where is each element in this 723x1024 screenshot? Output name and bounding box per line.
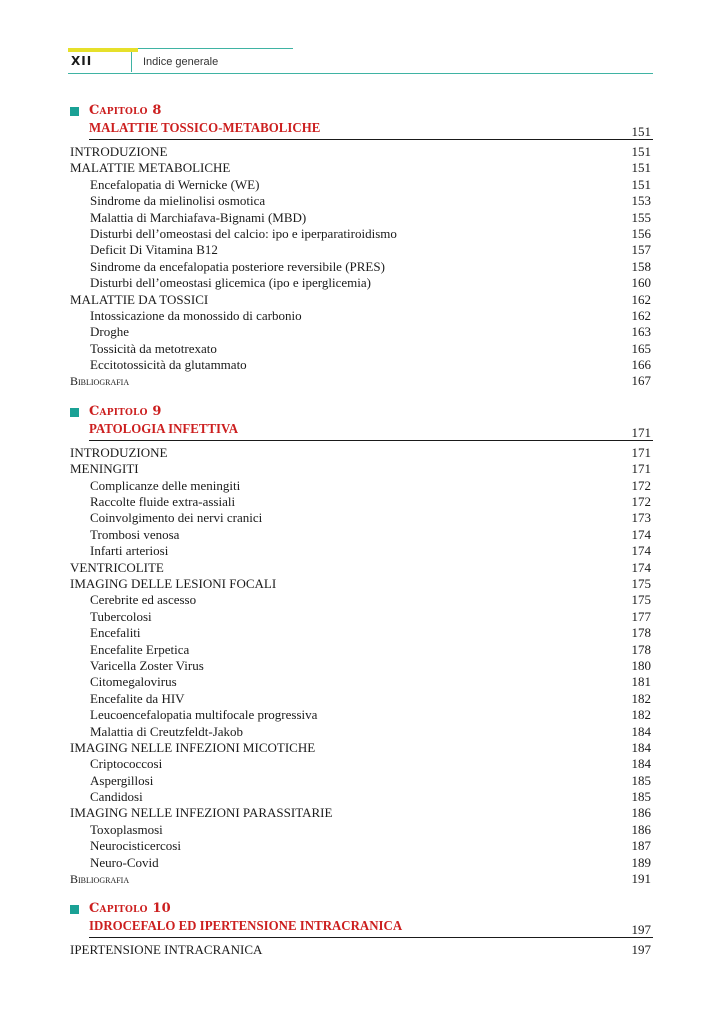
toc-subsection-entry[interactable] [68,543,653,559]
table-of-contents [68,103,653,959]
entry-title: Toxoplasmosi [90,821,163,837]
entry-page: 155 [631,209,651,225]
entry-title: Eccitotossicità da glutammato [90,357,247,373]
entry-title: MALATTIE METABOLICHE [70,160,231,176]
entry-title: Sindrome da encefalopatia posteriore reversibile (PRES) [90,258,385,274]
entry-title: Malattia di Marchiafava-Bignami (MBD) [90,209,307,225]
bibliography-entry[interactable] [68,373,653,389]
chapter-page: 171 [631,424,651,440]
running-title: Indice generale [143,56,219,68]
toc-subsection-entry[interactable] [68,527,653,543]
toc-subsection-entry[interactable] [68,756,653,772]
header-separator [131,52,132,72]
toc-subsection-entry[interactable] [68,177,653,193]
entry-page: 158 [631,258,651,274]
entry-page: 166 [631,357,651,373]
entry-page: 151 [631,176,651,192]
entry-title: MALATTIE DA TOSSICI [70,291,209,307]
entry-title: Citomegalovirus [90,674,177,690]
entry-title: Encefaliti [90,625,141,641]
entry-title: Malattia di Creutzfeldt-Jakob [90,723,244,739]
toc-subsection-entry[interactable] [68,324,653,340]
entry-title: Aspergillosi [90,772,154,788]
entry-title: IMAGING NELLE INFEZIONI MICOTICHE [70,739,316,755]
entry-title: MENINGITI [70,461,139,477]
entry-title: IMAGING NELLE INFEZIONI PARASSITARIE [70,805,333,821]
entry-title: Cerebrite ed ascesso [90,592,197,608]
entry-page: 180 [631,657,651,673]
toc-subsection-entry[interactable] [68,707,653,723]
chapter-label: Capitolo 10 [89,901,171,917]
entry-page: 174 [631,526,651,542]
entry-title: Bibliografia [70,872,130,887]
toc-subsection-entry[interactable] [68,275,653,291]
toc-subsection-entry[interactable] [68,259,653,275]
entry-page: 162 [631,291,651,307]
toc-subsection-entry[interactable] [68,773,653,789]
entry-page: 185 [631,772,651,788]
header-rule [68,73,653,74]
entry-page: 178 [631,641,651,657]
entry-title: Complicanze delle meningiti [90,477,241,493]
toc-subsection-entry[interactable] [68,226,653,242]
chapter-title-row[interactable] [68,120,653,140]
entry-title: Infarti arteriosi [90,543,169,559]
entry-page: 173 [631,510,651,526]
chapter-spacer [68,887,653,901]
entry-title: Raccolte fluide extra-assiali [90,494,236,510]
toc-section-entry[interactable] [68,445,653,461]
entry-page: 160 [631,275,651,291]
chapter-label-row [68,901,653,918]
entry-title: Leucoencefalopatia multifocale progressiva [90,707,318,723]
header-accent-bar [68,48,138,52]
entry-page: 184 [631,756,651,772]
entry-title: VENTRICOLITE [70,559,164,575]
entry-title: Neuro-Covid [90,854,159,870]
entry-page: 178 [631,625,651,641]
toc-subsection-entry[interactable] [68,478,653,494]
toc-section-entry[interactable] [68,942,653,958]
chapter-square-icon [70,107,79,116]
page-number: XII [71,54,93,68]
toc-subsection-entry[interactable] [68,609,653,625]
chapter-title-row[interactable] [68,918,653,938]
toc-subsection-entry[interactable] [68,242,653,258]
toc-subsection-entry[interactable] [68,510,653,526]
entry-title: Coinvolgimento dei nervi cranici [90,510,263,526]
chapter-title-rule [89,139,653,140]
toc-subsection-entry[interactable] [68,494,653,510]
toc-subsection-entry[interactable] [68,822,653,838]
entry-page: 191 [631,871,651,887]
entry-title: IMAGING DELLE LESIONI FOCALI [70,575,277,591]
toc-section-entry[interactable] [68,292,653,308]
entry-page: 186 [631,805,651,821]
entry-title: Tubercolosi [90,608,152,624]
entry-page: 186 [631,821,651,837]
chapter-page: 151 [631,124,651,139]
toc-section-entry[interactable] [68,740,653,756]
toc-subsection-entry[interactable] [68,724,653,740]
chapter-title-rule [89,937,653,938]
chapter-page: 197 [631,922,651,938]
entry-page: 156 [631,225,651,241]
header-top-rule [138,48,293,49]
toc-subsection-entry[interactable] [68,592,653,608]
toc-subsection-entry[interactable] [68,691,653,707]
toc-section-entry[interactable] [68,560,653,576]
toc-subsection-entry[interactable] [68,193,653,209]
chapter-title: PATOLOGIA INFETTIVA [89,421,238,437]
entry-page: 189 [631,854,651,870]
entry-page: 165 [631,340,651,356]
toc-section-entry[interactable] [68,160,653,176]
entry-page: 182 [631,690,651,706]
chapter-label: Capitolo 8 [89,103,162,118]
entry-page: 172 [631,477,651,493]
toc-section-entry[interactable] [68,805,653,821]
entry-title: Criptococcosi [90,756,163,772]
entry-title: Neurocisticercosi [90,838,181,854]
entry-page: 167 [631,373,651,389]
chapter-square-icon [70,408,79,417]
entry-title: Encefalite da HIV [90,690,185,706]
entry-page: 177 [631,608,651,624]
entry-title: Encefalite Erpetica [90,641,190,657]
chapter-section [68,103,653,390]
entry-page: 174 [631,559,651,575]
toc-subsection-entry[interactable] [68,674,653,690]
entry-page: 184 [631,723,651,739]
toc-subsection-entry[interactable] [68,789,653,805]
entry-page: 175 [631,592,651,608]
chapter-title: IDROCEFALO ED IPERTENSIONE INTRACRANICA [89,919,403,935]
chapter-label-row [68,404,653,421]
entry-title: Encefalopatia di Wernicke (WE) [90,176,260,192]
entry-title: Candidosi [90,789,143,805]
chapter-section [68,901,653,958]
entry-title: Disturbi dell’omeostasi glicemica (ipo e iperglicemia) [90,275,371,291]
entry-title: IPERTENSIONE INTRACRANICA [70,942,263,958]
entry-page: 174 [631,543,651,559]
entry-page: 151 [631,144,651,159]
entry-page: 182 [631,707,651,723]
toc-subsection-entry[interactable] [68,658,653,674]
entry-title: Droghe [90,324,129,340]
entry-page: 175 [631,575,651,591]
chapter-title-rule [89,440,653,441]
chapter-title: MALATTIE TOSSICO-METABOLICHE [89,121,321,136]
toc-section-entry[interactable] [68,144,653,160]
toc-subsection-entry[interactable] [68,357,653,373]
entry-page: 185 [631,789,651,805]
entry-title: INTRODUZIONE [70,444,168,460]
entry-page: 171 [631,461,651,477]
chapter-label-row [68,103,653,120]
entry-page: 184 [631,739,651,755]
chapter-square-icon [70,905,79,914]
entry-title: Tossicità da metotrexato [90,340,217,356]
entry-title: Sindrome da mielinolisi osmotica [90,193,266,209]
chapter-title-row[interactable] [68,421,653,441]
entry-page: 181 [631,674,651,690]
entry-title: Intossicazione da monossido di carbonio [90,307,302,323]
entry-page: 172 [631,494,651,510]
entry-page: 197 [631,942,651,958]
toc-subsection-entry[interactable] [68,341,653,357]
entry-title: Trombosi venosa [90,526,180,542]
entry-title: Disturbi dell’omeostasi del calcio: ipo e iperparatiroidismo [90,225,397,241]
bibliography-entry[interactable] [68,871,653,887]
toc-section-entry[interactable] [68,461,653,477]
entry-page: 171 [631,444,651,460]
toc-subsection-entry[interactable] [68,838,653,854]
entry-page: 187 [631,838,651,854]
entry-page: 153 [631,193,651,209]
entry-title: Deficit Di Vitamina B12 [90,242,218,258]
toc-section-entry[interactable] [68,576,653,592]
chapter-label: Capitolo 9 [89,403,162,419]
entry-page: 162 [631,307,651,323]
chapter-spacer [68,390,653,404]
chapter-section [68,404,653,888]
toc-subsection-entry[interactable] [68,642,653,658]
page-header [68,48,653,74]
entry-title: Varicella Zoster Virus [90,657,204,673]
entry-page: 163 [631,324,651,340]
entry-title: INTRODUZIONE [70,144,168,159]
toc-subsection-entry[interactable] [68,625,653,641]
toc-subsection-entry[interactable] [68,308,653,324]
entry-title: Bibliografia [70,374,130,389]
entry-page: 157 [631,242,651,258]
toc-subsection-entry[interactable] [68,210,653,226]
toc-subsection-entry[interactable] [68,855,653,871]
entry-page: 151 [631,160,651,176]
